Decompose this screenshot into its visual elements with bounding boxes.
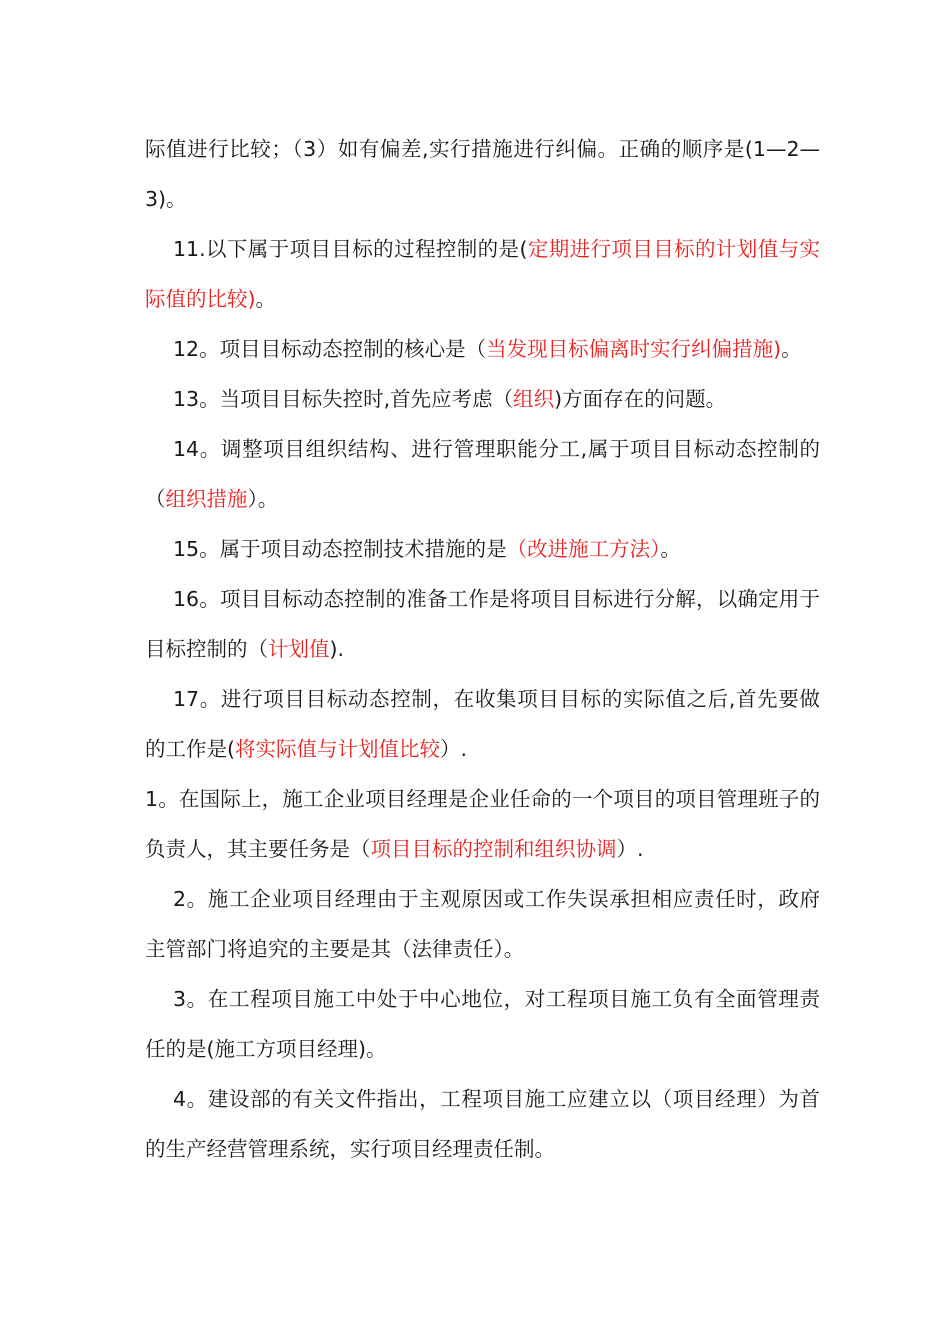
run: 。 [255, 287, 276, 311]
answer-run: 组织 [513, 387, 555, 411]
p6 [145, 574, 820, 674]
p4 [145, 424, 820, 524]
run: 14。调整项目组织结构、进行管理职能分工,属于项目目标动态控制的（ [145, 437, 820, 511]
run: 1。在国际上，施工企业项目经理是企业任命的一个项目的项目管理班子的负责人，其主要任务是（ [145, 787, 820, 861]
p5 [145, 524, 820, 574]
run: 13。当项目目标失控时,首先应考虑（ [173, 387, 514, 411]
p8 [145, 774, 820, 874]
p9 [145, 874, 820, 974]
run: 4。建设部的有关文件指出，工程项目施工应建立以（项目经理）为首的生产经营管理系统，实行项目经理责任制。 [145, 1087, 820, 1161]
run: 际值进行比较；（3）如有偏差,实行措施进行纠偏。正确的顺序是(1—2—3)。 [145, 137, 820, 211]
answer-run: 项目目标的控制和组织协调 [370, 837, 617, 861]
run: ）。 [247, 487, 279, 511]
run: 15。属于项目动态控制技术措施的是 [173, 537, 507, 561]
run: 2。施工企业项目经理由于主观原因或工作失误承担相应责任时，政府主管部门将追究的主要是其（法律责任）。 [145, 887, 820, 961]
run: 。 [781, 337, 802, 361]
answer-run: 将实际值与计划值比较 [235, 737, 440, 761]
run: ). [329, 637, 345, 661]
answer-run: 计划值 [268, 637, 330, 661]
run: ）. [616, 837, 644, 861]
p10 [145, 974, 820, 1074]
run: 3。在工程项目施工中处于中心地位，对工程项目施工负有全面管理责任的是(施工方项目经理)。 [145, 987, 820, 1061]
p3 [145, 374, 820, 424]
answer-run: （改进施工方法） [506, 537, 661, 561]
p2 [145, 324, 820, 374]
run: 16。项目目标动态控制的准备工作是将项目目标进行分解，以确定用于目标控制的（ [145, 587, 820, 661]
run: 。 [660, 537, 681, 561]
p1 [145, 224, 820, 324]
run: ）. [440, 737, 468, 761]
run: 12。项目目标动态控制的核心是（ [173, 337, 487, 361]
run: 17。进行项目目标动态控制，在收集项目目标的实际值之后,首先要做的工作是( [145, 687, 820, 761]
answer-run: 定期进行项目目标的计划值与实际值的比较) [145, 237, 821, 311]
answer-run: 当发现目标偏离时实行纠偏措施) [486, 337, 782, 361]
run: 11.以下属于项目目标的过程控制的是( [173, 237, 528, 261]
p7 [145, 674, 820, 774]
p0 [145, 124, 820, 224]
p11 [145, 1074, 820, 1174]
answer-run: 组织措施 [165, 487, 248, 511]
run: )方面存在的问题。 [554, 387, 727, 411]
